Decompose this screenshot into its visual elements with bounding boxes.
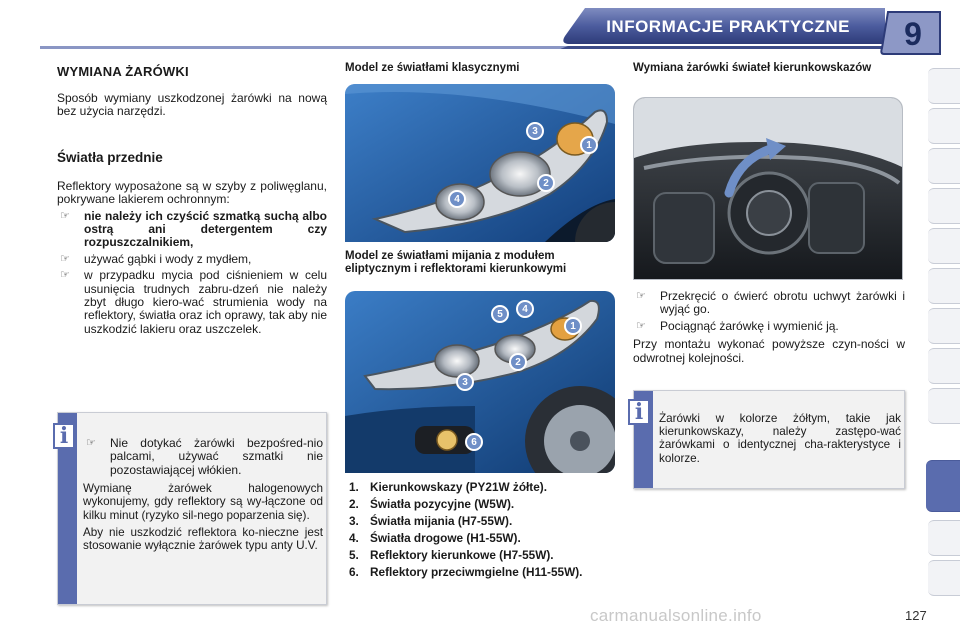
pointing-hand-icon: ☞ — [636, 319, 646, 332]
chapter-tab[interactable] — [928, 520, 960, 556]
column-middle — [345, 62, 615, 75]
pointing-hand-icon: ☞ — [636, 290, 646, 302]
column-middle-caption2 — [345, 250, 615, 275]
pointing-hand-icon: ☞ — [60, 252, 70, 265]
callout-marker: 5 — [491, 305, 509, 323]
list-item: ☞ używać gąbki i wody z mydłem, — [60, 251, 252, 266]
list-item: ☞ Nie dotykać żarówki bezpośred-nio palcami, używać szmatki nie pozostawiającej włókien. — [86, 436, 323, 477]
caption-indicator-bulb: Wymiana żarówki świateł kierunkowskazów — [633, 62, 872, 74]
list-item: ☞ nie należy ich czyścić szmatką suchą albo ostrą ani detergentem czy rozpuszczalnikiem, — [60, 208, 327, 250]
bulb-list-container — [345, 481, 615, 583]
list-item: 2. Światła pozycyjne (W5W). — [349, 497, 515, 511]
list-item: 3. Światła mijania (H7-55W). — [349, 514, 513, 528]
indicator-steps — [633, 290, 905, 333]
pointing-hand-icon: ☞ — [60, 269, 70, 282]
chapter-tab[interactable] — [928, 148, 960, 184]
info-text: Aby nie uszkodzić reflektora ko-nieczne jest stosowanie wyłącznie żarówek typu anty U.V. — [83, 525, 323, 553]
callout-marker: 3 — [526, 122, 544, 140]
list-item: 4. Światła drogowe (H1-55W). — [349, 531, 521, 545]
info-icon: i — [53, 423, 75, 449]
photo-indicator-bulb-holder — [633, 97, 903, 280]
chapter-tab[interactable] — [928, 108, 960, 144]
list-item: ☞ w przypadku mycia pod ciśnieniem w celu usunięcia trudnych zabru-dzeń nie należy zbyt długo kiero-wać strumienia wody na reflektory, światła oraz ich oprawy, tak aby nie uszkodzić lakieru oraz uszczelek. — [60, 268, 327, 336]
chapter-tab[interactable] — [928, 348, 960, 384]
chapter-tab[interactable] — [928, 228, 960, 264]
indicator-instructions — [633, 290, 905, 365]
intro-text: Sposób wymiany uszkodzonej żarówki na nową bez użycia narzędzi. — [57, 91, 327, 119]
headlights-text: Reflektory wyposażone są w szyby z poliwęglanu, pokrywane lakierem ochronnym: — [57, 178, 327, 207]
photo-elliptical-headlight — [345, 291, 615, 473]
reassembly-text: Przy montażu wykonać powyższe czyn-ności w odwrotnej kolejności. — [633, 337, 905, 365]
pointing-hand-icon: ☞ — [60, 209, 70, 222]
page-number: 127 — [905, 608, 927, 623]
info-box-yellow-bulbs — [633, 390, 905, 489]
chapter-tab[interactable] — [928, 268, 960, 304]
list-item: ☞ Pociągnąć żarówkę i wymienić ją. — [636, 318, 839, 333]
callout-marker: 4 — [448, 190, 466, 208]
care-list — [57, 210, 327, 337]
caption-classic-lights: Model ze światłami klasycznymi — [345, 62, 520, 74]
chapter-tab-active[interactable] — [926, 460, 960, 512]
callout-marker: 2 — [537, 174, 555, 192]
info-box-bulb-handling — [57, 412, 327, 605]
info-icon: i — [628, 399, 650, 425]
subheading-headlights: Światła przednie — [57, 149, 163, 165]
info-content — [83, 437, 323, 552]
info-text: Wymianę żarówek halogenowych wykonujemy, gdy reflektory są wy-łączone od kilku minut (ryzyko sil-nego poparzenia się). — [83, 482, 323, 522]
chapter-tabs — [928, 68, 960, 598]
chapter-tab[interactable] — [928, 560, 960, 596]
bulb-list — [345, 481, 615, 579]
callout-marker: 6 — [465, 433, 483, 451]
info-text: Żarówki w kolorze żółtym, takie jak kierunkowskazy, należy zastępo-wać żarówkami o identycznej cha-rakterystyce i kolorze. — [659, 412, 901, 465]
photo-classic-headlight — [345, 84, 615, 242]
callout-marker: 1 — [580, 136, 598, 154]
chapter-tab[interactable] — [928, 188, 960, 224]
watermark: carmanualsonline.info — [590, 606, 762, 625]
header-band — [0, 0, 960, 58]
chapter-tab[interactable] — [928, 68, 960, 104]
column-right — [633, 62, 905, 75]
list-item: ☞ Przekręcić o ćwierć obrotu uchwyt żarówki i wyjąć go. — [636, 289, 905, 317]
section-title: INFORMACJE PRAKTYCZNE — [606, 17, 850, 36]
chapter-tab[interactable] — [928, 388, 960, 424]
page-heading: WYMIANA ŻARÓWKI — [57, 64, 189, 79]
callout-marker: 3 — [456, 373, 474, 391]
list-item: 1. Kierunkowskazy (PY21W żółte). — [349, 480, 547, 494]
info-content — [659, 412, 901, 465]
callout-marker: 1 — [564, 317, 582, 335]
column-left — [57, 62, 327, 336]
chapter-tab[interactable] — [928, 308, 960, 344]
pointing-hand-icon: ☞ — [86, 437, 96, 449]
callout-marker: 2 — [509, 353, 527, 371]
chapter-number: 9 — [904, 15, 922, 52]
list-item: 5. Reflektory kierunkowe (H7-55W). — [349, 548, 554, 562]
callout-marker: 4 — [516, 300, 534, 318]
caption-elliptical-lights: Model ze światłami mijania z modułem eliptycznym i reflektorami kierunkowymi — [345, 250, 567, 275]
list-item: 6. Reflektory przeciwmgielne (H11-55W). — [349, 565, 583, 579]
